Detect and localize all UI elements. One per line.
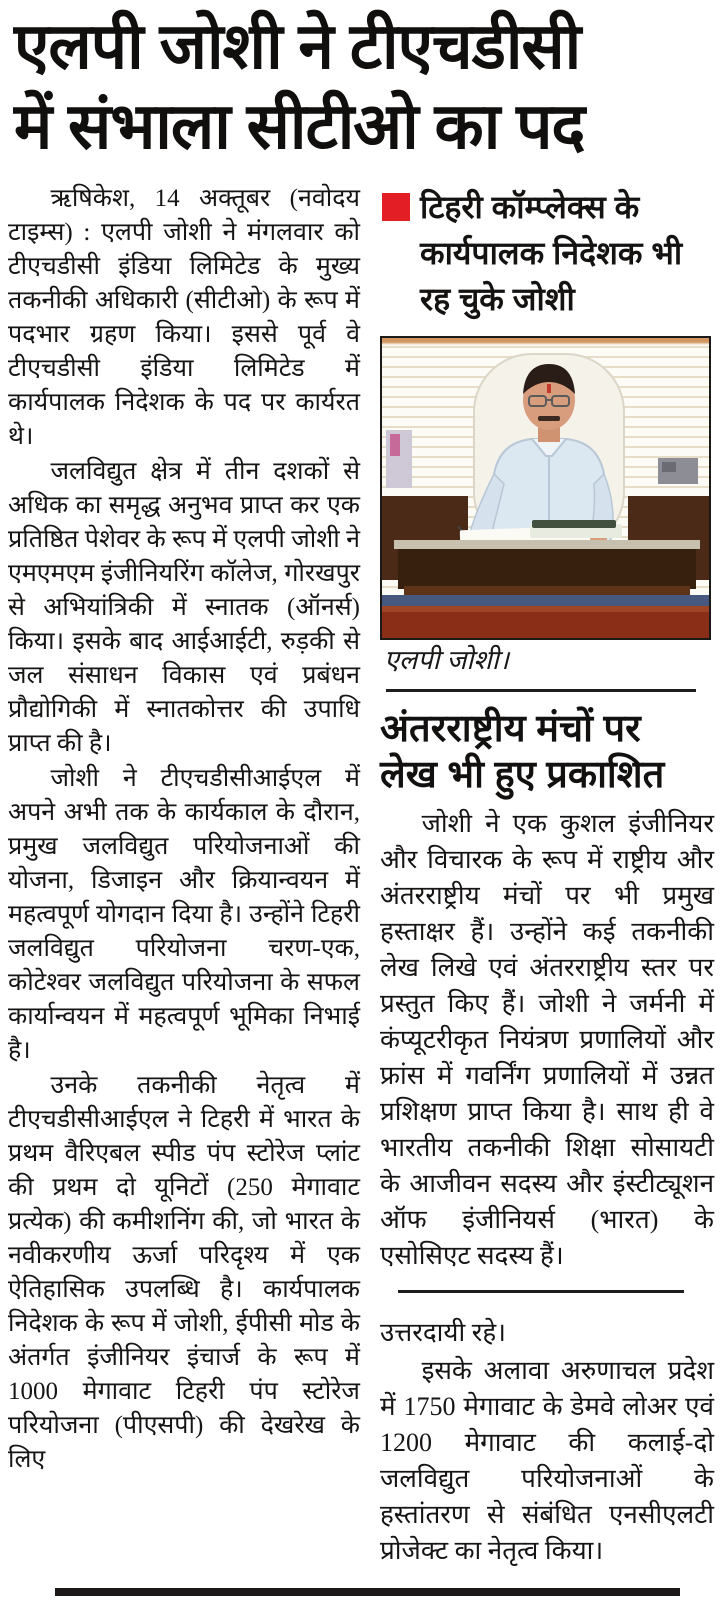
paragraph-tenure: जोशी ने टीएचडीसीआईएल में अपने अभी तक के कार्यकाल के दौरान, प्रमुख जलविद्युत परियोजनाओं की योजना, डिजाइन और क्रियान्वयन में महत्वपूर्ण योगदान दिया है। उन्होंने टिहरी जलविद्युत परियोजना चरण-एक, कोटेश्वर जलविद्युत परियोजना के सफल कार्यान्वयन में महत्वपूर्ण भूमिका निभाई है। [8, 765, 360, 1064]
article-headline [0, 0, 722, 170]
left-column [8, 182, 360, 1569]
joshi-photo-illustration [382, 338, 711, 640]
joshi-photo [380, 336, 711, 640]
paragraph-experience: जलविद्युत क्षेत्र में तीन दशकों से अधिक का समृद्ध अनुभव प्राप्त कर एक प्रतिष्ठित पेशेवर के रूप में एलपी जोशी ने एमएमएम इंजीनियरिंग कॉलेज, गोरखपुर से अभियांत्रिकी में स्नातक (ऑनर्स) किया। इसके बाद आईआईटी, रुड़की से जल संसाधन विकास एवं प्रबंधन प्रौद्योगिकी में स्नातकोत्तर की उपाधि प्राप्त की है। [8, 458, 360, 757]
headline-line-1: एलपी जोशी ने टीएचडीसी [14, 10, 581, 82]
paragraph-dateline: ऋषिकेश, 14 अक्तूबर (नवोदय टाइम्स) : एलपी जोशी ने मंगलवार को टीएचडीसी इंडिया लिमिटेड के मुख्य तकनीकी अधिकारी (सीटीओ) के रूप में पदभार ग्रहण किया। इससे पूर्व वे टीएचडीसी इंडिया लिमिटेड में कार्यपालक निदेशक के पद पर कार्यरत थे। [8, 185, 360, 450]
red-square-bullet-icon [382, 193, 410, 221]
photo-caption: एलपी जोशी। [384, 645, 509, 675]
section2-heading-line-2: लेख भी हुए प्रकाशित [380, 754, 665, 796]
right-column [380, 182, 714, 1569]
bullet-subhead-label: टिहरी कॉम्प्लेक्स के कार्यपालक निदेशक भी रह चुके जोशी [420, 189, 683, 317]
section2-heading [380, 706, 714, 798]
bullet-subhead [380, 184, 714, 322]
section2-heading-line-1: अंतरराष्ट्रीय मंचों पर [380, 708, 641, 750]
bottom-separator-bar [55, 1588, 680, 1596]
divider-rule-1 [386, 689, 696, 692]
continuation-line: उत्तरदायी रहे। [380, 1318, 506, 1347]
continuation-paragraph: इसके अलावा अरुणाचल प्रदेश में 1750 मेगावाट के डेमवे लोअर एवं 1200 मेगावाट की कलाई-दो जलविद्युत परियोजनाओं के हस्तांतरण से संबंधित एनसीएलटी प्रोजेक्ट का नेतृत्व किया। [380, 1356, 714, 1565]
article-columns [0, 170, 722, 1569]
headline-line-2: में संभाला सीटीओ का पद [14, 90, 585, 162]
divider-rule-2 [398, 1290, 684, 1293]
paragraph-leadership: उनके तकनीकी नेतृत्व में टीएचडीसीआईएल ने टिहरी में भारत के प्रथम वैरिएबल स्पीड पंप स्टोरेज प्लांट की प्रथम दो यूनिटों (250 मेगावाट प्रत्येक) की कमीशनिंग की, जो भारत के नवीकरणीय ऊर्जा परिदृश्य में एक ऐतिहासिक उपलब्धि है। कार्यपालक निदेशक के रूप में जोशी, ईपीसी मोड के अंतर्गत इंजीनियर इंचार्ज के रूप में 1000 मेगावाट टिहरी पंप स्टोरेज परियोजना (पीएसपी) की देखरेख के लिए [8, 1072, 360, 1473]
section2-paragraph: जोशी ने एक कुशल इंजीनियर और विचारक के रूप में राष्ट्रीय और अंतरराष्ट्रीय मंचों पर भी प्रमुख हस्ताक्षर हैं। उन्होंने कई तकनीकी लेख लिखे एवं अंतरराष्ट्रीय स्तर पर प्रस्तुत किए हैं। जोशी ने जर्मनी में कंप्यूटरीकृत नियंत्रण प्रणालियों और फ्रांस में गवर्निंग प्रणालियों में उन्नत प्रशिक्षण प्राप्त किया है। साथ ही वे भारतीय तकनीकी शिक्षा सोसायटी के आजीवन सदस्य और इंस्टीट्यूशन ऑफ इंजीनियर्स (भारत) के एसोसिएट सदस्य हैं। [380, 809, 714, 1270]
